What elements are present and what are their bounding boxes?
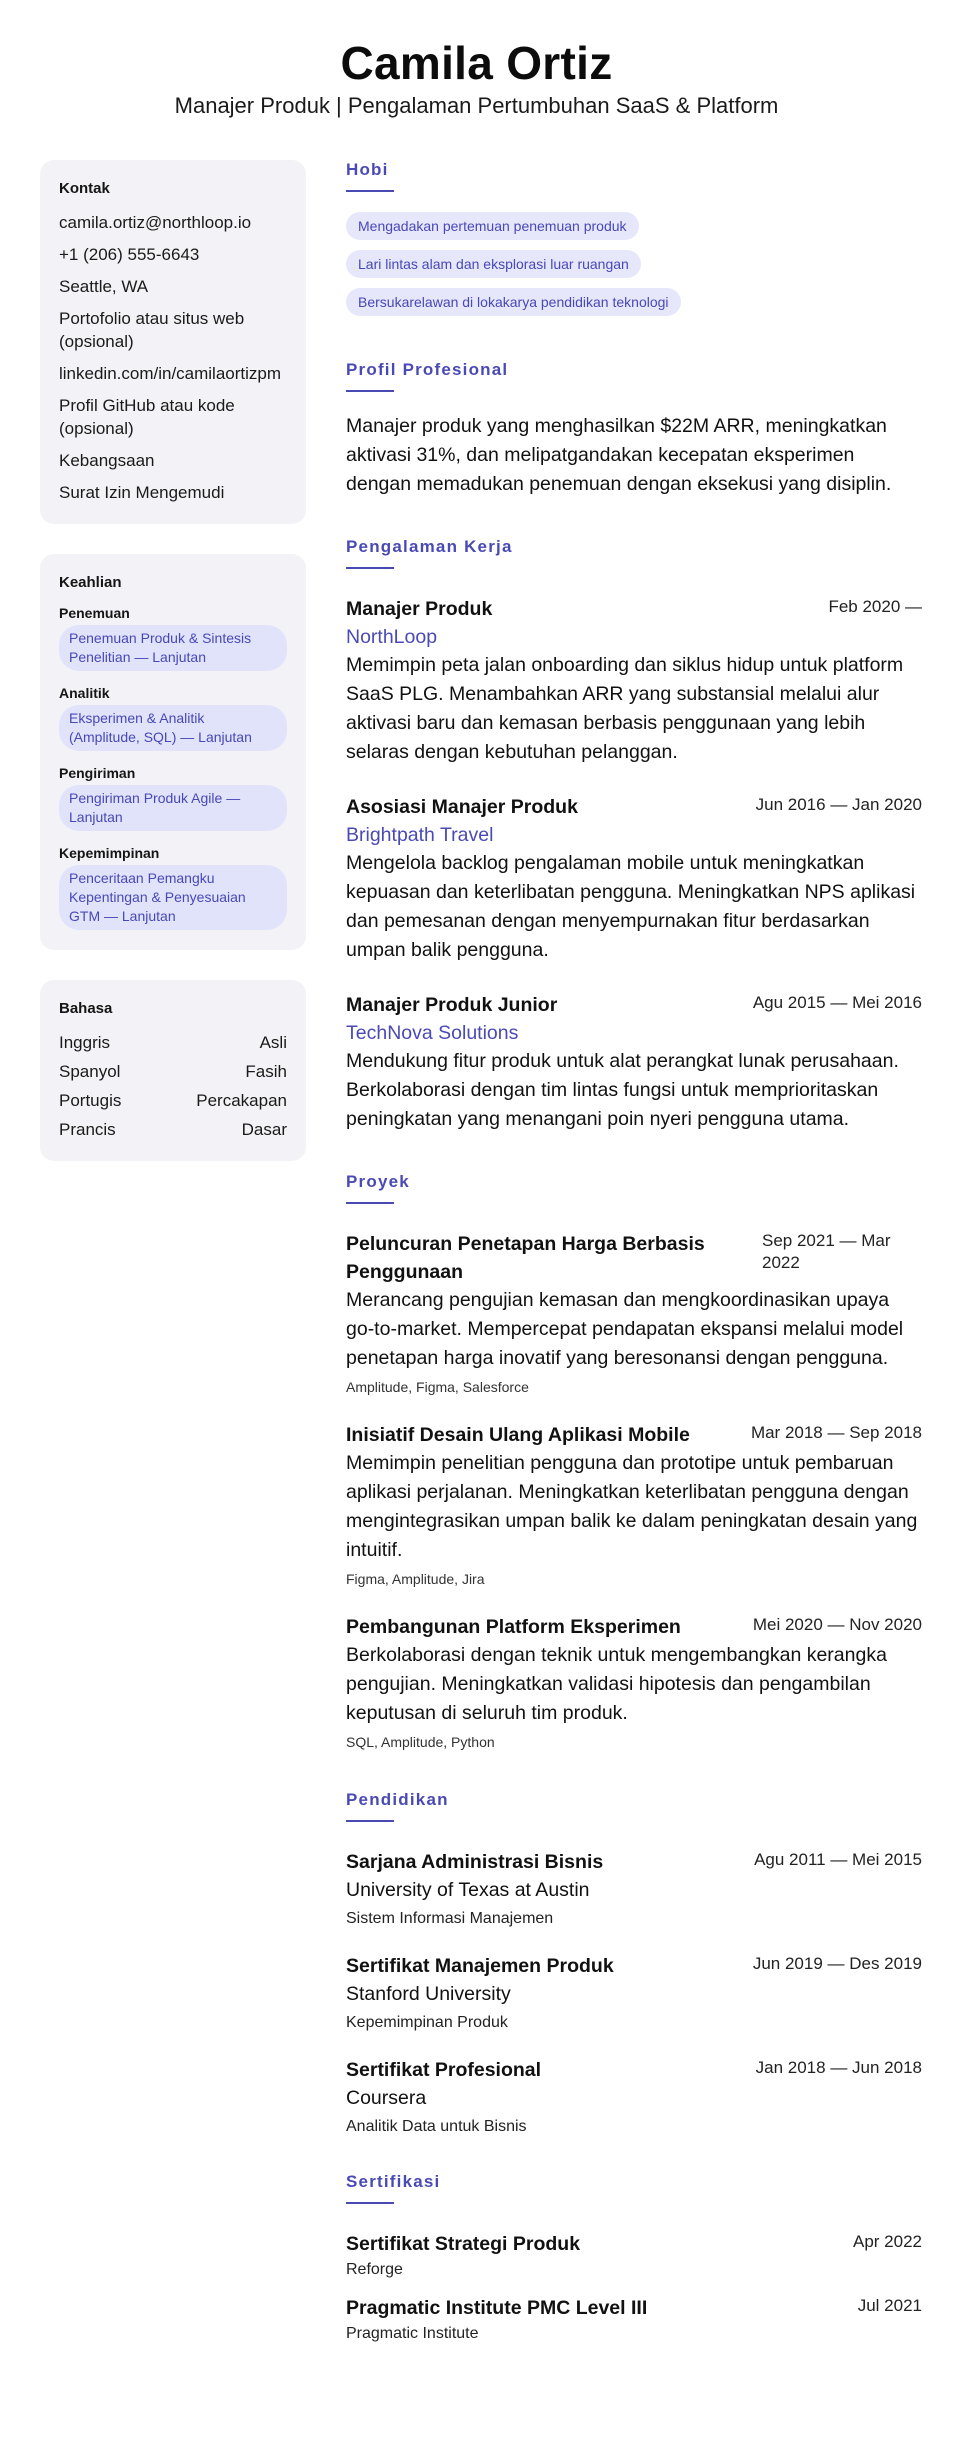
certification-date: Jul 2021: [857, 2296, 922, 2315]
language-name: Inggris: [59, 1033, 111, 1052]
field-of-study: Kepemimpinan Produk: [346, 2014, 508, 2031]
projects-section: [346, 1172, 922, 1752]
job-company: NorthLoop: [346, 626, 438, 648]
skill-name: Penemuan: [59, 605, 130, 621]
education-dates: Jun 2019 — Des 2019: [752, 1954, 922, 1973]
language-level: Fasih: [245, 1062, 287, 1081]
main-content: [346, 160, 922, 2358]
education-dates: Jan 2018 — Jun 2018: [755, 2058, 922, 2077]
skill-group: [59, 605, 287, 671]
job-description: Mengelola backlog pengalaman mobile untuk meningkatkan kepuasan dan keterlibatan pengguna. Meningkatkan NPS aplikasi dan pemesanan dengan menyempurnakan fitur berdasarkan umpan balik pengguna.: [346, 852, 916, 961]
education-entry: [346, 1952, 922, 2034]
profile-summary: Manajer produk yang menghasilkan $22M ARR, meningkatkan aktivasi 31%, dan melipatgandakan kecepatan eksperimen dengan memadukan penemuan dengan eksekusi yang disiplin.: [346, 415, 892, 495]
job-dates: Feb 2020 —: [828, 597, 922, 616]
experience-entry: [346, 595, 922, 767]
certifications-section: [346, 2172, 922, 2344]
language-name: Spanyol: [59, 1062, 121, 1081]
project-dates: Sep 2021 — Mar 2022: [762, 1231, 891, 1272]
project-entry: [346, 1613, 922, 1752]
contact-title: Kontak: [59, 180, 110, 197]
project-tools: Amplitude, Figma, Salesforce: [346, 1379, 529, 1395]
hobbies-section: [346, 160, 922, 326]
skill-name: Pengiriman: [59, 765, 136, 781]
skill-pill: Pengiriman Produk Agile — Lanjutan: [59, 785, 287, 831]
skill-group: [59, 845, 287, 930]
hobby-pill: Lari lintas alam dan eksplorasi luar ruangan: [346, 250, 641, 278]
job-dates: Agu 2015 — Mei 2016: [752, 993, 922, 1012]
project-description: Merancang pengujian kemasan dan mengkoordinasikan upaya go-to-market. Mempercepat pendapatan ekspansi melalui model penetapan harga inovatif yang beresonansi dengan pengguna.: [346, 1289, 904, 1369]
education-dates: Agu 2011 — Mei 2015: [754, 1850, 922, 1869]
language-row: [59, 1089, 287, 1112]
language-level: Dasar: [241, 1120, 287, 1139]
education-section: [346, 1790, 922, 2138]
skill-group: [59, 765, 287, 831]
candidate-headline: Manajer Produk | Pengalaman Pertumbuhan SaaS & Platform: [174, 93, 779, 118]
language-row: [59, 1060, 287, 1083]
candidate-name: Camila Ortiz: [340, 37, 613, 89]
section-divider: [346, 1820, 394, 1822]
contact-location: Seattle, WA: [59, 277, 149, 296]
education-entry: [346, 1848, 922, 1930]
certification-name: Pragmatic Institute PMC Level III: [346, 2297, 648, 2319]
experience-entry: [346, 793, 922, 965]
certification-entry: [346, 2294, 922, 2344]
job-dates: Jun 2016 — Jan 2020: [755, 795, 922, 814]
profile-section: [346, 360, 922, 499]
section-divider: [346, 190, 394, 192]
field-of-study: Sistem Informasi Manajemen: [346, 1910, 554, 1927]
language-row: [59, 1118, 287, 1141]
experience-section: [346, 537, 922, 1134]
skill-pill: Eksperimen & Analitik (Amplitude, SQL) — Lanjutan: [59, 705, 287, 751]
section-divider: [346, 2202, 394, 2204]
languages-title: Bahasa: [59, 1000, 113, 1017]
education-entry: [346, 2056, 922, 2138]
field-of-study: Analitik Data untuk Bisnis: [346, 2118, 527, 2135]
skill-pill: Penemuan Produk & Sintesis Penelitian — Lanjutan: [59, 625, 287, 671]
school-name: Coursera: [346, 2087, 427, 2109]
contact-github: Profil GitHub atau kode (opsional): [59, 396, 235, 438]
contact-portfolio: Portofolio atau situs web (opsional): [59, 309, 245, 351]
project-name: Pembangunan Platform Eksperimen: [346, 1616, 681, 1638]
contact-license: Surat Izin Mengemudi: [59, 483, 225, 502]
experience-entry: [346, 991, 922, 1134]
education-heading: Pendidikan: [346, 1790, 449, 1809]
language-name: Portugis: [59, 1091, 122, 1110]
project-description: Memimpin penelitian pengguna dan prototipe untuk pembaruan aplikasi perjalanan. Meningkatkan keterlibatan pengguna dengan mengintegrasikan umpan balik ke dalam peningkatan desain yang intuitif.: [346, 1452, 918, 1561]
skill-name: Kepemimpinan: [59, 845, 160, 861]
contact-nationality: Kebangsaan: [59, 451, 155, 470]
language-row: [59, 1031, 287, 1054]
hobbies-heading: Hobi: [346, 160, 389, 179]
project-tools: Figma, Amplitude, Jira: [346, 1571, 485, 1587]
certification-name: Sertifikat Strategi Produk: [346, 2233, 581, 2255]
section-divider: [346, 1202, 394, 1204]
project-dates: Mei 2020 — Nov 2020: [752, 1615, 922, 1634]
language-name: Prancis: [59, 1120, 116, 1139]
certification-entry: [346, 2230, 922, 2280]
language-level: Asli: [259, 1033, 287, 1052]
skill-pill: Penceritaan Pemangku Kepentingan & Penyesuaian GTM — Lanjutan: [59, 865, 287, 930]
language-level: Percakapan: [196, 1091, 287, 1110]
project-name: Peluncuran Penetapan Harga Berbasis Penggunaan: [346, 1233, 705, 1283]
certifications-heading: Sertifikasi: [346, 2172, 441, 2191]
skills-card: [40, 554, 306, 950]
skills-title: Keahlian: [59, 574, 122, 591]
degree-name: Sertifikat Profesional: [346, 2059, 542, 2081]
project-description: Berkolaborasi dengan teknik untuk mengembangkan kerangka pengujian. Meningkatkan validasi hipotesis dan pengambilan keputusan di seluruh tim produk.: [346, 1644, 887, 1724]
experience-heading: Pengalaman Kerja: [346, 537, 513, 556]
contact-linkedin[interactable]: linkedin.com/in/camilaortizpm: [59, 364, 282, 383]
job-company: TechNova Solutions: [346, 1022, 519, 1044]
contact-phone: +1 (206) 555-6643: [59, 245, 200, 264]
school-name: Stanford University: [346, 1983, 511, 2005]
resume-header: [0, 0, 953, 120]
degree-name: Sertifikat Manajemen Produk: [346, 1955, 614, 1977]
section-divider: [346, 390, 394, 392]
job-title: Asosiasi Manajer Produk: [346, 796, 578, 818]
job-title: Manajer Produk: [346, 598, 493, 620]
hobby-pill: Mengadakan pertemuan penemuan produk: [346, 212, 639, 240]
profile-heading: Profil Profesional: [346, 360, 509, 379]
project-entry: [346, 1421, 922, 1589]
contact-email[interactable]: camila.ortiz@northloop.io: [59, 213, 252, 232]
languages-card: [40, 980, 306, 1161]
school-name: University of Texas at Austin: [346, 1879, 590, 1901]
degree-name: Sarjana Administrasi Bisnis: [346, 1851, 604, 1873]
certification-issuer: Reforge: [346, 2261, 403, 2278]
certification-issuer: Pragmatic Institute: [346, 2325, 479, 2342]
certification-date: Apr 2022: [853, 2232, 922, 2251]
hobby-pill: Bersukarelawan di lokakarya pendidikan teknologi: [346, 288, 681, 316]
skill-group: [59, 685, 287, 751]
project-tools: SQL, Amplitude, Python: [346, 1734, 495, 1750]
job-description: Memimpin peta jalan onboarding dan siklus hidup untuk platform SaaS PLG. Menambahkan ARR yang substansial melalui alur aktivasi baru dan kemasan berbasis penggunaan yang lebih selaras dengan kebutuhan pelanggan.: [346, 654, 904, 763]
sidebar: [40, 160, 306, 1191]
job-company: Brightpath Travel: [346, 824, 494, 846]
projects-heading: Proyek: [346, 1172, 410, 1191]
project-dates: Mar 2018 — Sep 2018: [750, 1423, 922, 1442]
skill-name: Analitik: [59, 685, 110, 701]
job-description: Mendukung fitur produk untuk alat perangkat lunak perusahaan. Berkolaborasi dengan tim lintas fungsi untuk memprioritaskan peningkatan yang menangani poin nyeri pengguna utama.: [346, 1050, 899, 1130]
job-title: Manajer Produk Junior: [346, 994, 558, 1016]
section-divider: [346, 567, 394, 569]
project-name: Inisiatif Desain Ulang Aplikasi Mobile: [346, 1424, 690, 1446]
project-entry: [346, 1230, 922, 1397]
contact-card: [40, 160, 306, 524]
